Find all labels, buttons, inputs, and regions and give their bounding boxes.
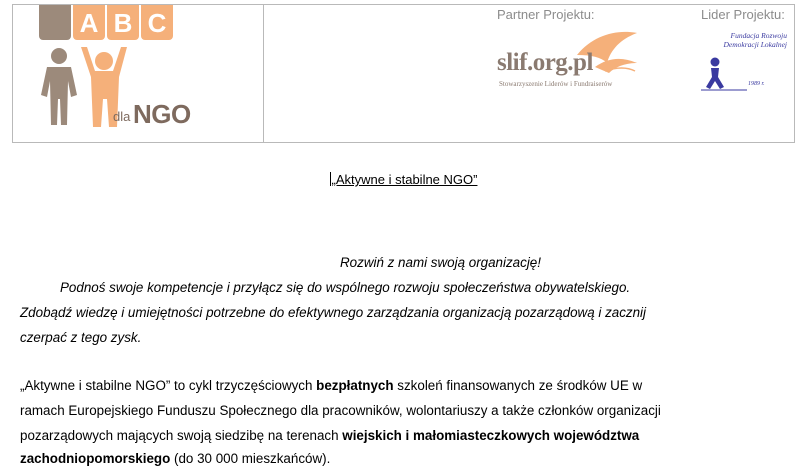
paragraph-line-1 [20,378,642,393]
lider-label: Lider Projektu: [701,7,785,22]
program-name: „Aktywne i stabilne NGO” [20,378,171,393]
paragraph-text: pozarządowych mających swoją siedzibę na terenach [20,428,343,443]
partner-label: Partner Projektu: [497,7,595,22]
paragraph-text: szkoleń finansowanych ze środków UE w [393,378,643,393]
document-title [0,172,807,187]
intro-line-2: Podnoś swoje kompetencje i przyłącz się do wspólnego rozwoju społeczeństwa obywatelskiego. [60,280,631,295]
abc-dla-ngo-logo [25,5,245,140]
document-title-text: „Aktywne i stabilne NGO” [331,172,478,187]
intro-line-4: czerpać z tego zysk. [20,330,142,345]
text-cursor [330,172,331,186]
paragraph-text: (do 30 000 mieszkańców). [170,451,331,466]
paragraph-line-2: ramach Europejskiego Funduszu Społecznego dla pracowników, wolontariuszy a także członków organizacji [20,403,661,418]
intro-line-1: Rozwiń z nami swoją organizację! [340,255,541,270]
lider-name-line1: Fundacja Rozwoju [730,31,787,40]
paragraph-line-3 [20,428,639,443]
lider-name-line2: Demokracji Lokalnej [723,40,787,49]
logo-ngo-text: NGO [133,99,191,129]
header-table [12,4,795,143]
intro-line-3: Zdobądź wiedzę i umiejętności potrzebne do efektywnego zarządzania organizacją pozarządową i zacznij [20,305,646,320]
voivodeship-emphasis: zachodniopomorskiego [20,451,171,466]
region-emphasis: wiejskich i małomiasteczkowych województwa [342,428,640,443]
paragraph-line-4 [20,451,330,466]
lider-name [717,31,787,49]
logo-letter-a: A [73,5,105,40]
lider-year: 1989 r. [748,81,765,87]
walking-figure-icon [701,57,747,91]
paragraph-text: to cykl trzyczęściowych [170,378,317,393]
partner-name: slif.org.pl [497,49,593,76]
logo-letter-c: C [141,5,173,40]
logo-box-blank [39,5,71,40]
partner-subtitle: Stowarzyszenie Liderów i Fundraiserów [499,80,613,88]
header-divider [263,5,264,142]
logo-dla-text: dla [113,109,131,124]
free-emphasis: bezpłatnych [316,378,394,393]
logo-letter-b: B [107,5,139,40]
